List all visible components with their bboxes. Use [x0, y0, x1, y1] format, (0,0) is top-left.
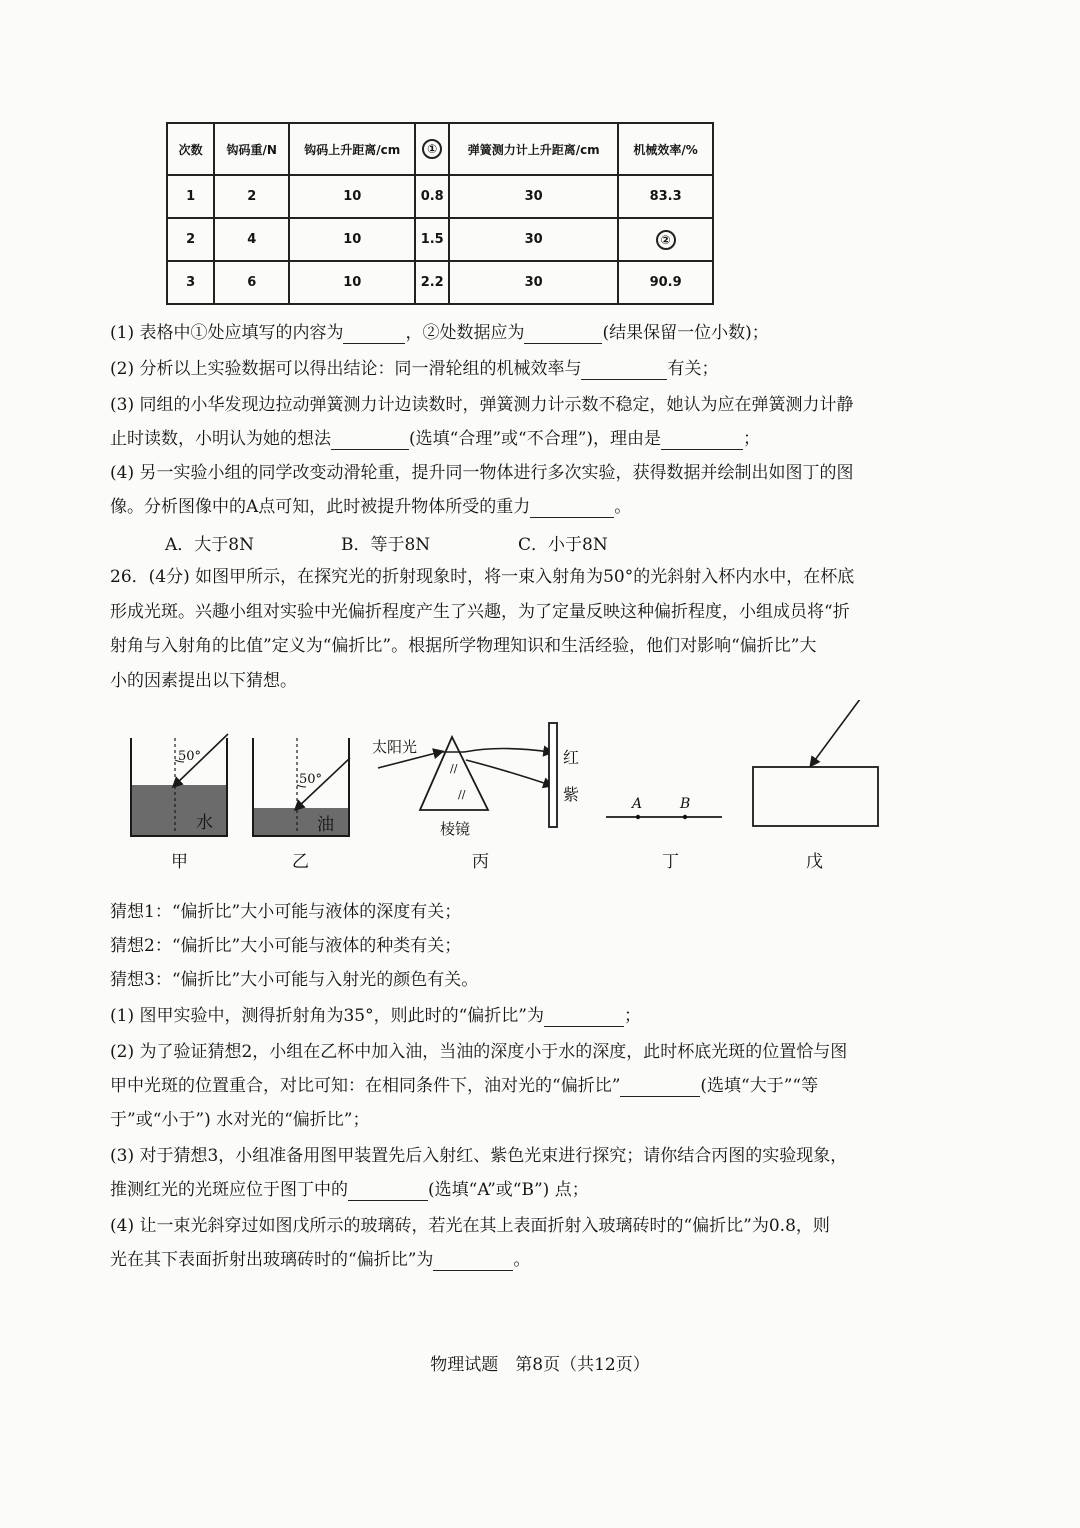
caption-wu: 戊	[806, 852, 823, 872]
table-cell: 10	[289, 261, 415, 304]
caption-bing: 丙	[472, 852, 489, 872]
prism-hatch-icon: //	[458, 788, 466, 801]
table-header-circled	[415, 123, 449, 175]
caption-ding: 丁	[662, 852, 679, 872]
q26-part2-line3: 于”或“小于”) 水对光的“偏折比”；	[110, 1110, 370, 1130]
q26-part2-line1: (2) 为了验证猜想2，小组在乙杯中加入油，当油的深度小于水的深度，此时杯底光斑的位置恰与图	[110, 1042, 848, 1062]
table-row	[167, 175, 713, 218]
experiment-table	[166, 122, 714, 305]
answer-blank[interactable]	[544, 1008, 624, 1027]
point-b-dot	[683, 815, 687, 819]
table-cell: 90.9	[618, 261, 713, 304]
water-label: 水	[196, 813, 213, 833]
table-header: 钩码重/N	[214, 123, 289, 175]
answer-blank[interactable]	[530, 499, 614, 518]
table-header: 钩码上升距离/cm	[289, 123, 415, 175]
answer-blank[interactable]	[620, 1078, 700, 1097]
q26-intro-line1: 26．(4分) 如图甲所示，在探究光的折射现象时，将一束入射角为50°的光斜射入杯内水中，在杯底	[110, 567, 855, 587]
table-cell: 2.2	[415, 261, 449, 304]
q26-part4-line2: 光在其下表面折射出玻璃砖时的“偏折比”为 。	[110, 1250, 531, 1270]
table-cell: 2	[214, 175, 289, 218]
q25-part4-line1: (4) 另一实验小组的同学改变动滑轮重，提升同一物体进行多次实验，获得数据并绘制出如图丁的图	[110, 463, 854, 483]
purple-label: 紫	[563, 785, 580, 804]
figure-bing-prism	[372, 723, 579, 872]
angle-label: 50°	[178, 749, 202, 764]
table-cell: 6	[214, 261, 289, 304]
glass-brick	[753, 767, 878, 826]
q26-intro-line4: 小的因素提出以下猜想。	[110, 671, 297, 691]
answer-blank[interactable]	[348, 1182, 428, 1201]
red-label: 红	[563, 748, 580, 767]
prism-hatch-icon: //	[450, 762, 458, 775]
answer-blank[interactable]	[433, 1252, 513, 1271]
point-a-dot	[636, 815, 640, 819]
caption-jia: 甲	[171, 852, 188, 872]
figure-ding-line	[606, 796, 722, 872]
caption-yi: 乙	[292, 852, 309, 872]
table-row	[167, 218, 713, 261]
q25-part1: (1) 表格中①处应填写的内容为 ，②处数据应为 (结果保留一位小数)；	[110, 323, 769, 343]
q25-part3-line1: (3) 同组的小华发现边拉动弹簧测力计边读数时，弹簧测力计示数不稳定，她认为应在弹簧测力计静	[110, 395, 854, 415]
table-cell: 10	[289, 175, 415, 218]
q26-intro-line2: 形成光斑。兴趣小组对实验中光偏折程度产生了兴趣，为了定量反映这种偏折程度，小组成员将“折	[110, 602, 850, 622]
point-a-label: A	[632, 796, 643, 812]
circled-2-icon: ②	[656, 230, 676, 250]
table-header: 次数	[167, 123, 214, 175]
table-cell: 4	[214, 218, 289, 261]
q25-part2: (2) 分析以上实验数据可以得出结论：同一滑轮组的机械效率与 有关；	[110, 359, 719, 379]
optics-figures	[120, 700, 900, 890]
answer-blank[interactable]	[661, 431, 743, 450]
guess-3: 猜想3：“偏折比”大小可能与入射光的颜色有关。	[110, 970, 479, 990]
table-cell: 10	[289, 218, 415, 261]
incident-ray	[812, 700, 866, 764]
answer-blank[interactable]	[331, 431, 409, 450]
red-ray	[464, 749, 550, 753]
answer-blank[interactable]	[581, 361, 667, 380]
table-cell: 2	[167, 218, 214, 261]
q26-part2-line2: 甲中光斑的位置重合，对比可知：在相同条件下，油对光的“偏折比” (选填“大于”“等	[110, 1076, 819, 1096]
option-b: B．等于8N	[341, 535, 431, 555]
table-row	[167, 261, 713, 304]
option-a: A．大于8N	[165, 535, 254, 555]
answer-blank[interactable]	[524, 325, 602, 344]
point-b-label: B	[680, 796, 691, 812]
purple-ray	[466, 760, 550, 785]
table-cell: 30	[449, 175, 618, 218]
table-cell: 30	[449, 218, 618, 261]
table-header: 机械效率/%	[618, 123, 713, 175]
figure-wu-glass-brick	[753, 700, 878, 872]
circled-1-icon: ①	[422, 139, 442, 159]
table-cell: 0.8	[415, 175, 449, 218]
table-cell: 1.5	[415, 218, 449, 261]
table-cell: 1	[167, 175, 214, 218]
page-footer: 物理试题 第8页（共12页）	[430, 1355, 650, 1375]
q26-part3-line2: 推测红光的光斑应位于图丁中的 (选填“A”或“B”) 点；	[110, 1180, 589, 1200]
oil-label: 油	[317, 815, 334, 835]
screen	[549, 723, 557, 827]
table-cell: 30	[449, 261, 618, 304]
table-header-row	[167, 123, 713, 175]
q25-part4-line2: 像。分析图像中的A点可知，此时被提升物体所受的重力 。	[110, 497, 632, 517]
sunlight-label: 太阳光	[372, 738, 418, 756]
table-cell: 3	[167, 261, 214, 304]
answer-blank[interactable]	[343, 325, 405, 344]
table-cell-circled	[618, 218, 713, 261]
guess-2: 猜想2：“偏折比”大小可能与液体的种类有关；	[110, 936, 462, 956]
option-c: C．小于8N	[518, 535, 608, 555]
q26-part1: (1) 图甲实验中，测得折射角为35°，则此时的“偏折比”为 ；	[110, 1006, 641, 1026]
prism-label: 棱镜	[440, 820, 471, 838]
angle-label: 50°	[299, 772, 323, 787]
q26-part3-line1: (3) 对于猜想3，小组准备用图甲装置先后入射红、紫色光束进行探究；请你结合丙图的实验现象，	[110, 1146, 848, 1166]
q26-part4-line1: (4) 让一束光斜穿过如图戊所示的玻璃砖，若光在其上表面折射入玻璃砖时的“偏折比”为0.8，则	[110, 1216, 830, 1236]
oil-fill	[253, 808, 349, 836]
table-header: 弹簧测力计上升距离/cm	[449, 123, 618, 175]
table-cell: 83.3	[618, 175, 713, 218]
figure-yi-oil-cup	[253, 738, 350, 872]
q26-intro-line3: 射角与入射角的比值”定义为“偏折比”。根据所学物理知识和生活经验，他们对影响“偏折比”大	[110, 636, 817, 656]
q25-part3-line2: 止时读数，小明认为她的想法 (选填“合理”或“不合理”)，理由是 ；	[110, 429, 761, 449]
figure-jia-water-cup	[131, 734, 228, 872]
guess-1: 猜想1：“偏折比”大小可能与液体的深度有关；	[110, 902, 462, 922]
